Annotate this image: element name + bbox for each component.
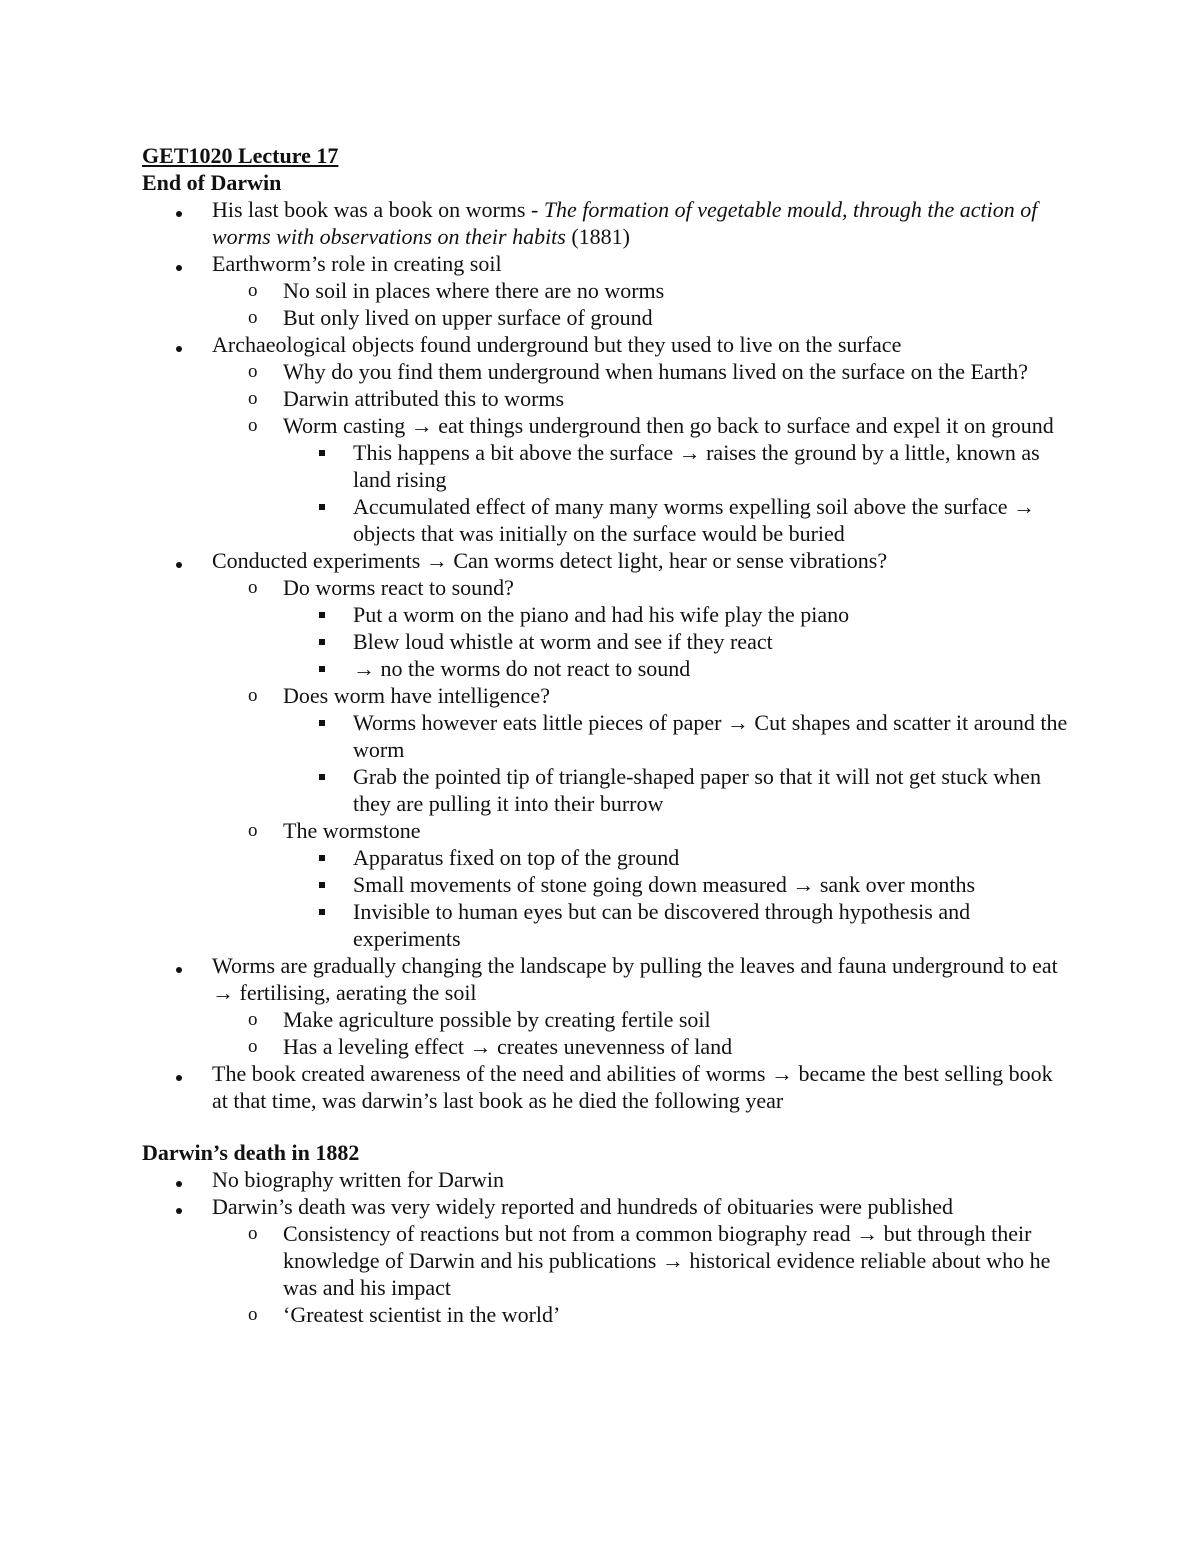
item-text: Small movements of stone going down measured → sank over months [353, 872, 976, 897]
circle-bullet-icon: o [248, 280, 258, 301]
bullet-item [142, 547, 1072, 574]
circle-bullet-icon: o [248, 820, 258, 841]
item-text: Make agriculture possible by creating fertile soil [283, 1007, 711, 1032]
bullet-item [142, 952, 1072, 1006]
circle-bullet-icon: o [248, 361, 258, 382]
square-bullet-icon [319, 763, 325, 790]
bullet-icon [176, 1193, 182, 1220]
circle-bullet-icon: o [248, 388, 258, 409]
item-text: ‘Greatest scientist in the world’ [283, 1302, 561, 1327]
item-text: The book created awareness of the need and abilities of worms → became the best selling book at that time, was darwin’s last book as he died the following year [212, 1061, 1053, 1113]
square-bullet-icon [319, 709, 325, 736]
sub-bullet-item [142, 277, 1072, 304]
sub-bullet-item [142, 412, 1072, 439]
square-bullet-item [142, 439, 1072, 493]
square-bullet-item [142, 601, 1072, 628]
sub-bullet-item [142, 304, 1072, 331]
book-title: The formation of vegetable mould, through the action of worms with observations on their habits [212, 197, 1038, 249]
item-text: → no the worms do not react to sound [353, 656, 691, 681]
square-bullet-icon [319, 628, 325, 655]
circle-bullet-icon: o [248, 1036, 258, 1057]
bullet-item [142, 331, 1072, 358]
bullet-item [142, 250, 1072, 277]
item-text: Grab the pointed tip of triangle-shaped paper so that it will not get stuck when they are pulling it into their burrow [353, 764, 1041, 816]
item-text: Consistency of reactions but not from a common biography read → but through their knowledge of Darwin and his publications → historical evidence reliable about who he was and his impact [283, 1221, 1051, 1300]
square-bullet-item [142, 871, 1072, 898]
sub-bullet-item [142, 1033, 1072, 1060]
bullet-icon [176, 547, 182, 574]
item-text: Archaeological objects found underground but they used to live on the surface [212, 332, 902, 357]
item-text: Worms however eats little pieces of paper → Cut shapes and scatter it around the worm [353, 710, 1068, 762]
circle-bullet-icon: o [248, 415, 258, 436]
item-text: His last book was a book on worms - [212, 197, 544, 222]
item-text: Does worm have intelligence? [283, 683, 550, 708]
item-text: Put a worm on the piano and had his wife play the piano [353, 602, 850, 627]
square-bullet-item [142, 493, 1072, 547]
sub-bullet-item [142, 817, 1072, 844]
item-text: Worms are gradually changing the landscape by pulling the leaves and fauna underground to eat → fertilising, aerating the soil [212, 953, 1058, 1005]
section-heading-end-of-darwin: End of Darwin [142, 170, 282, 195]
sub-bullet-item [142, 358, 1072, 385]
item-text: No biography written for Darwin [212, 1167, 505, 1192]
bullet-item [142, 1193, 1072, 1220]
section-heading-darwins-death: Darwin’s death in 1882 [142, 1140, 360, 1165]
sub-bullet-item [142, 682, 1072, 709]
square-bullet-item [142, 898, 1072, 952]
bullet-icon [176, 196, 182, 223]
item-text: Blew loud whistle at worm and see if they react [353, 629, 773, 654]
square-bullet-icon [319, 493, 325, 520]
item-text: Apparatus fixed on top of the ground [353, 845, 680, 870]
circle-bullet-icon: o [248, 307, 258, 328]
item-text: No soil in places where there are no worms [283, 278, 665, 303]
sub-bullet-item [142, 1301, 1072, 1328]
circle-bullet-icon: o [248, 1223, 258, 1244]
item-text: But only lived on upper surface of ground [283, 305, 653, 330]
bullet-item [142, 196, 1072, 250]
item-text: Why do you find them underground when humans lived on the surface on the Earth? [283, 359, 1028, 384]
document-title: GET1020 Lecture 17 [142, 143, 339, 168]
sub-bullet-item [142, 1220, 1072, 1301]
sub-bullet-item [142, 574, 1072, 601]
item-text: Accumulated effect of many many worms expelling soil above the surface → objects that was initially on the surface would be buried [353, 494, 1035, 546]
bullet-icon [176, 1060, 182, 1087]
circle-bullet-icon: o [248, 1304, 258, 1325]
square-bullet-item [142, 844, 1072, 871]
square-bullet-icon [319, 898, 325, 925]
item-text: The wormstone [283, 818, 421, 843]
bullet-icon [176, 1166, 182, 1193]
bullet-item [142, 1166, 1072, 1193]
square-bullet-item [142, 709, 1072, 763]
bullet-item [142, 1060, 1072, 1114]
item-text: Has a leveling effect → creates unevenness of land [283, 1034, 733, 1059]
square-bullet-item [142, 655, 1072, 682]
sub-bullet-item [142, 385, 1072, 412]
sub-bullet-item [142, 1006, 1072, 1033]
square-bullet-icon [319, 655, 325, 682]
square-bullet-icon [319, 601, 325, 628]
item-text: Invisible to human eyes but can be discovered through hypothesis and experiments [353, 899, 971, 951]
item-text: Do worms react to sound? [283, 575, 514, 600]
item-text: Conducted experiments → Can worms detect light, hear or sense vibrations? [212, 548, 888, 573]
item-text: Darwin attributed this to worms [283, 386, 565, 411]
circle-bullet-icon: o [248, 1009, 258, 1030]
square-bullet-item [142, 628, 1072, 655]
square-bullet-icon [319, 439, 325, 466]
lecture-notes [142, 142, 1072, 1328]
section-spacer [142, 1114, 1072, 1139]
square-bullet-icon [319, 871, 325, 898]
circle-bullet-icon: o [248, 685, 258, 706]
circle-bullet-icon: o [248, 577, 258, 598]
item-text: This happens a bit above the surface → raises the ground by a little, known as land rising [353, 440, 1040, 492]
item-text: Worm casting → eat things underground then go back to surface and expel it on ground [283, 413, 1054, 438]
item-text: Darwin’s death was very widely reported and hundreds of obituaries were published [212, 1194, 954, 1219]
square-bullet-icon [319, 844, 325, 871]
bullet-icon [176, 250, 182, 277]
item-text: (1881) [565, 224, 631, 249]
item-text: Earthworm’s role in creating soil [212, 251, 502, 276]
bullet-icon [176, 952, 182, 979]
bullet-icon [176, 331, 182, 358]
square-bullet-item [142, 763, 1072, 817]
